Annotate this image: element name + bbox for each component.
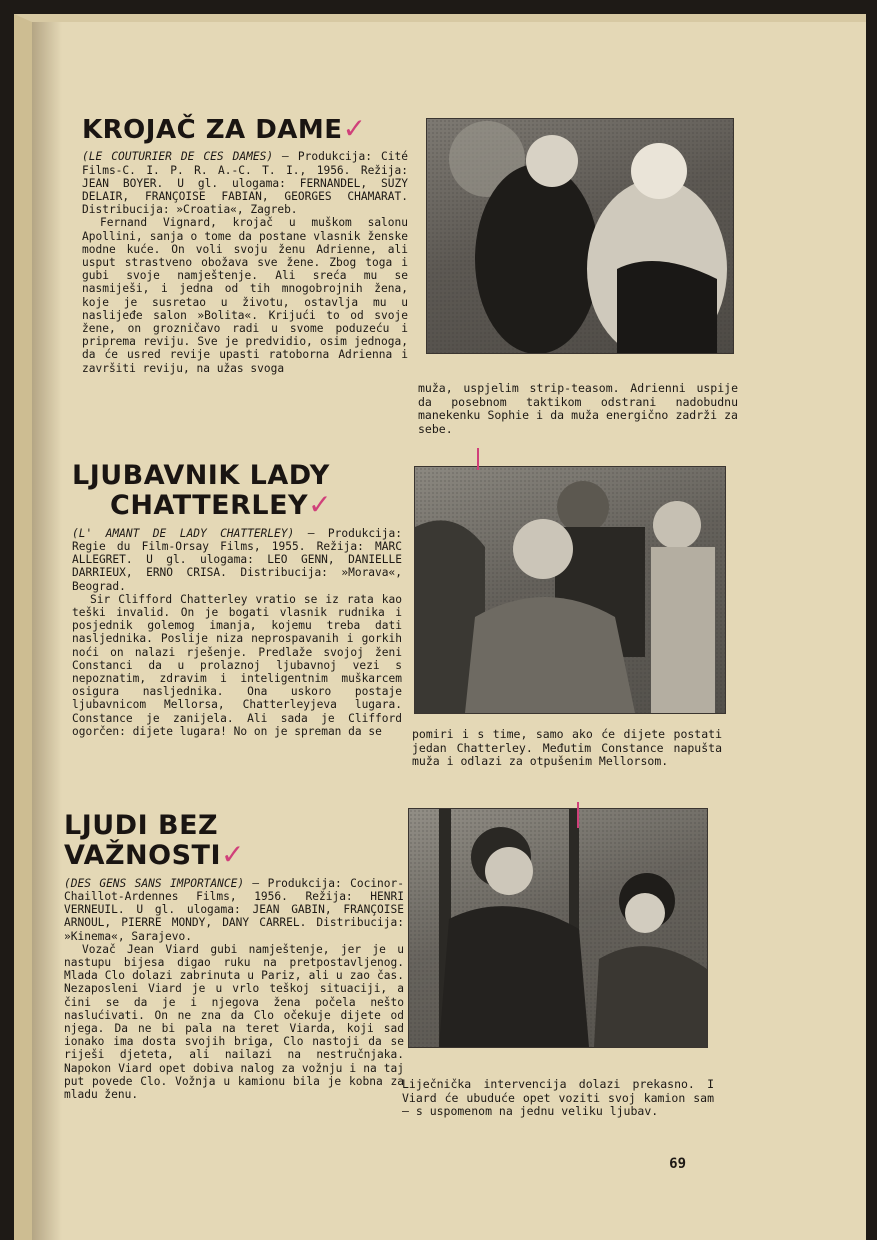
- check-mark-icon: ✓: [221, 838, 245, 872]
- article-title-text: KROJAČ ZA DAME: [82, 115, 343, 145]
- article-ljudi-bez-vaznosti: [64, 812, 404, 1101]
- article-title-line-2: CHATTERLEY: [110, 490, 309, 522]
- credits-text: Produkcija: Cocinor-Chaillot-Ardennes Films, 1956. Režija: HENRI VERNEUIL. U gl. ulogama: JEAN GABIN, FRANÇOISE ARNOUL, PIERRE MONDY, DANY CARREL. Distribucija: »Kinema«, Sarajevo.: [64, 876, 404, 943]
- article-kroja-za-dame: [82, 114, 408, 375]
- article-body: Sir Clifford Chatterley vratio se iz rata kao teški invalid. On je bogati vlasnik rudnika i posjednik golemog imanja, kojemu treba dati nasljednika. Poslije niza neprospavanih i gorkih noći on nalazi rješenje. Predlaže svojoj ženi Constanci da u prolaznoj ljubavnoj vezi s nepoznatim, zdravim i inteligentnim muškarcem osigura nasljednika. Ona uskoro postaje ljubavnicom Mellorsa, Chatterleyjeva lugara. Constance je zanijela. Ali sada je Clifford ogorčen: dijete lugara! No on je spreman da se: [72, 592, 402, 738]
- check-mark-icon: ✓: [308, 488, 333, 522]
- article-credits: [72, 527, 402, 593]
- pencil-mark: [577, 802, 579, 828]
- article-title: [82, 114, 408, 144]
- photo-caption-2: pomiri i s time, samo ako će dijete postati jedan Chatterley. Međutim Constance napušta muža i odlazi za otpušenim Mellorsom.: [412, 727, 722, 768]
- credits-text: — Produkcija: Regie du Film-Orsay Films, 1955. Režija: MARC ALLEGRET. U gl. ulogama: LEO GENN, DANIELLE DARRIEUX, ERNO CRISA. Distribucija: »Morava«, Beograd.: [72, 526, 402, 593]
- magazine-page: [14, 14, 866, 1240]
- article-body: Vozač Jean Viard gubi namještenje, jer je u nastupu bijesa digao ruku na pretpostavljenog. Mlada Clo dolazi zabrinuta u Pariz, ali u zao čas. Nezaposleni Viard je u vrlo teškoj situaciji, a čini se da je i njegova žena počela nešto naslućivati. On ne zna da Clo očekuje dijete od njega. Da ne bi pala na teret Viarda, koji sad ionako ima dosta svojih briga, Clo nastoji da se riješi djeteta, ali nailazi na nestručnjaka. Napokon Viard opet dobiva nalog za vožnju i na taj put povede Clo. Vožnja u kamionu bila je kobna za mladu ženu.: [64, 942, 404, 1101]
- original-title: (LE COUTURIER DE CES DAMES) —: [82, 150, 289, 164]
- original-title: (DES GENS SANS IMPORTANCE) —: [64, 876, 260, 890]
- film-still-photo-1: [426, 118, 734, 354]
- film-still-photo-3: [408, 808, 708, 1048]
- article-body: Fernand Vignard, krojač u muškom salonu Apollini, sanja o tome da postane vlasnik ženske modne kuće. On voli svoju ženu Adrienne, ali usput strastveno obožava sve žene. Zbog toga i gubi svoje namještenje. Ali sreća mu se nasmiješi, i jedna od tih mnogobrojnih žena, koje je susretao u životu, ostavlja mu u naslijeđe salon »Bolita«. Krijući to od svoje žene, on grozničavo radi u svome poduzeću i priprema reviju. Sve je predvidio, osim jednoga, da će usred revije upasti ratoborna Adrienna i završiti reviju, na užas svoga: [82, 216, 408, 375]
- article-title-line-2-wrap: [72, 490, 402, 520]
- article-ljubavnik-lady-chatterley: [72, 462, 402, 738]
- page-number: 69: [669, 1156, 686, 1172]
- credits-text: Produkcija: Cité Films-C. I. P. R. A.-C. T. I., 1956. Režija: JEAN BOYER. U gl. ulogama: FERNANDEL, SUZY DELAIR, FRANÇOISE FABIAN, GEORGES CHAMARAT. Distribucija: »Croatia«, Zagreb.: [82, 150, 408, 217]
- film-still-photo-2: [414, 466, 726, 714]
- photo-caption-1: muža, uspjelim strip-teasom. Adrienni uspije da posebnom taktikom odstrani nadobudnu manekenku Sophie i da muža energično zadrži za sebe.: [418, 381, 738, 436]
- article-title: [72, 462, 402, 521]
- article-title-line-1: LJUBAVNIK LADY: [72, 460, 330, 491]
- spine-shadow: [32, 22, 62, 1240]
- photo-illustration: [427, 119, 733, 353]
- photo-illustration: [409, 809, 707, 1047]
- check-mark-icon: ✓: [342, 112, 367, 145]
- original-title: (L' AMANT DE LADY CHATTERLEY): [72, 526, 295, 540]
- article-title: [64, 812, 404, 871]
- pencil-mark: [477, 448, 479, 470]
- article-credits: [82, 150, 408, 216]
- photo-caption-3: Liječnička intervencija dolazi prekasno. I Viard će ubuduće opet voziti svoj kamion sam — s uspomenom na jednu veliku ljubav.: [402, 1077, 714, 1118]
- photo-illustration: [415, 467, 725, 713]
- article-credits: [64, 877, 404, 943]
- article-title-text: LJUDI BEZ VAŽNOSTI: [64, 810, 221, 872]
